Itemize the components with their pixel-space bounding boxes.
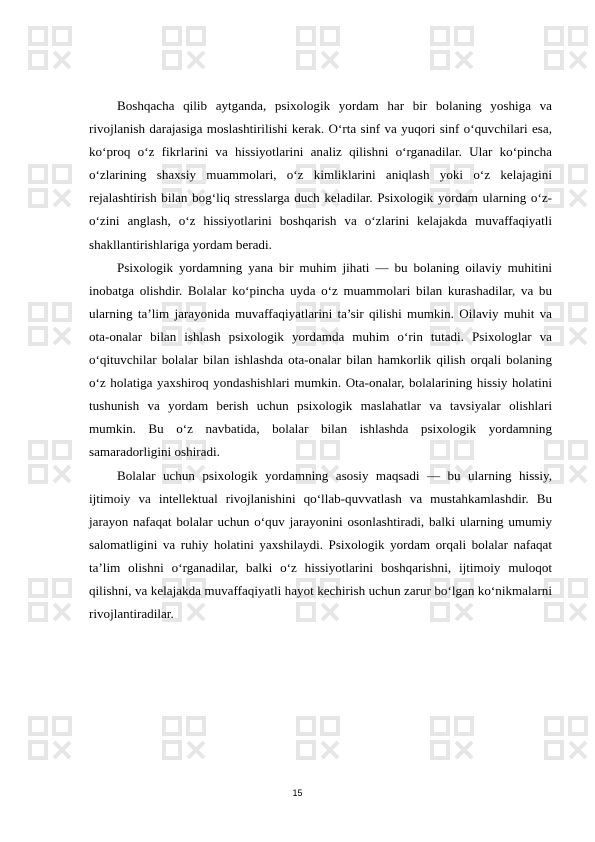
document-logo-icon	[426, 22, 478, 74]
document-logo-icon	[426, 712, 478, 764]
document-logo-icon	[24, 160, 76, 212]
paragraph-2: Psixologik yordamning yana bir muhim jihati — bu bolaning oilaviy muhitini inobatga olishdir. Bolalar ko‘pincha uyda o‘z muammolari bilan kurashadilar, va bu ularning ta’lim jarayonida muvaffaqiyatlarini ta’sir qilishi mumkin. Oilaviy muhit va ota-onalar bilan ishlash psixologik yordamda muhim o‘rin tutadi. Psixologlar va o‘qituvchilar bolalar bilan ishlashda ota-onalar bilan hamkorlik qilish orqali bolaning o‘z holatiga yaxshiroq yondashishlari mumkin. Ota-onalar, bolalarining hissiy holatini tushunish va yordam berish uchun psixologik maslahatlar va tavsiyalar olishlari mumkin. Bu o‘z navbatida, bolalar bilan ishlashda psixologik yordamning samaradorligini oshiradi.	[89, 259, 552, 460]
page-number: 15	[292, 788, 303, 798]
document-logo-icon	[540, 712, 592, 764]
document-logo-icon	[540, 22, 592, 74]
document-logo-icon	[292, 22, 344, 74]
document-logo-icon	[158, 22, 210, 74]
document-logo-icon	[24, 574, 76, 626]
document-logo-icon	[24, 22, 76, 74]
paragraph-1: Boshqacha qilib aytganda, psixologik yordam har bir bolaning yoshiga va rivojlanish darajasiga moslashtirilishi kerak. O‘rta sinf va yuqori sinf o‘quvchilari esa, ko‘proq o‘z fikrlarini va hissiyotlarini analiz qilishni o‘rganadilar. Ular ko‘pincha o‘zlarining shaxsiy muammolari, o‘z kimliklarini aniqlash yoki o‘z kelajagini rejalashtirish bilan bog‘liq stresslarga duch keladilar. Psixologik yordam ularning o‘z-o‘zini anglash, o‘z hissiyotlarini boshqarish va o‘zlarini kelajakda muvaffaqiyatli shakllantirishlariga yordam beradi.	[89, 98, 552, 252]
document-body	[89, 94, 552, 625]
document-logo-icon	[292, 712, 344, 764]
document-logo-icon	[158, 712, 210, 764]
paragraph-3: Bolalar uchun psixologik yordamning asosiy maqsadi — bu ularning hissiy, ijtimoiy va intellektual rivojlanishini qo‘llab-quvvatlash va mustahkamlashdir. Bu jarayon nafaqat bolalar uchun o‘quv jarayonini osonlashtiradi, balki ularning umumiy salomatligini va ruhiy holatini yaxshilaydi. Psixologik yordam orqali bolalar nafaqat ta’lim olishni o‘rganadilar, balki o‘z hissiyotlarini boshqarishni, ijtimoiy muloqot qilishni, va kelajakda muvaffaqiyatli hayot kechirish uchun zarur bo‘lgan ko‘nikmalarni rivojlantiradilar.	[89, 467, 552, 622]
document-logo-icon	[24, 436, 76, 488]
document-logo-icon	[24, 712, 76, 764]
document-logo-icon	[24, 298, 76, 350]
